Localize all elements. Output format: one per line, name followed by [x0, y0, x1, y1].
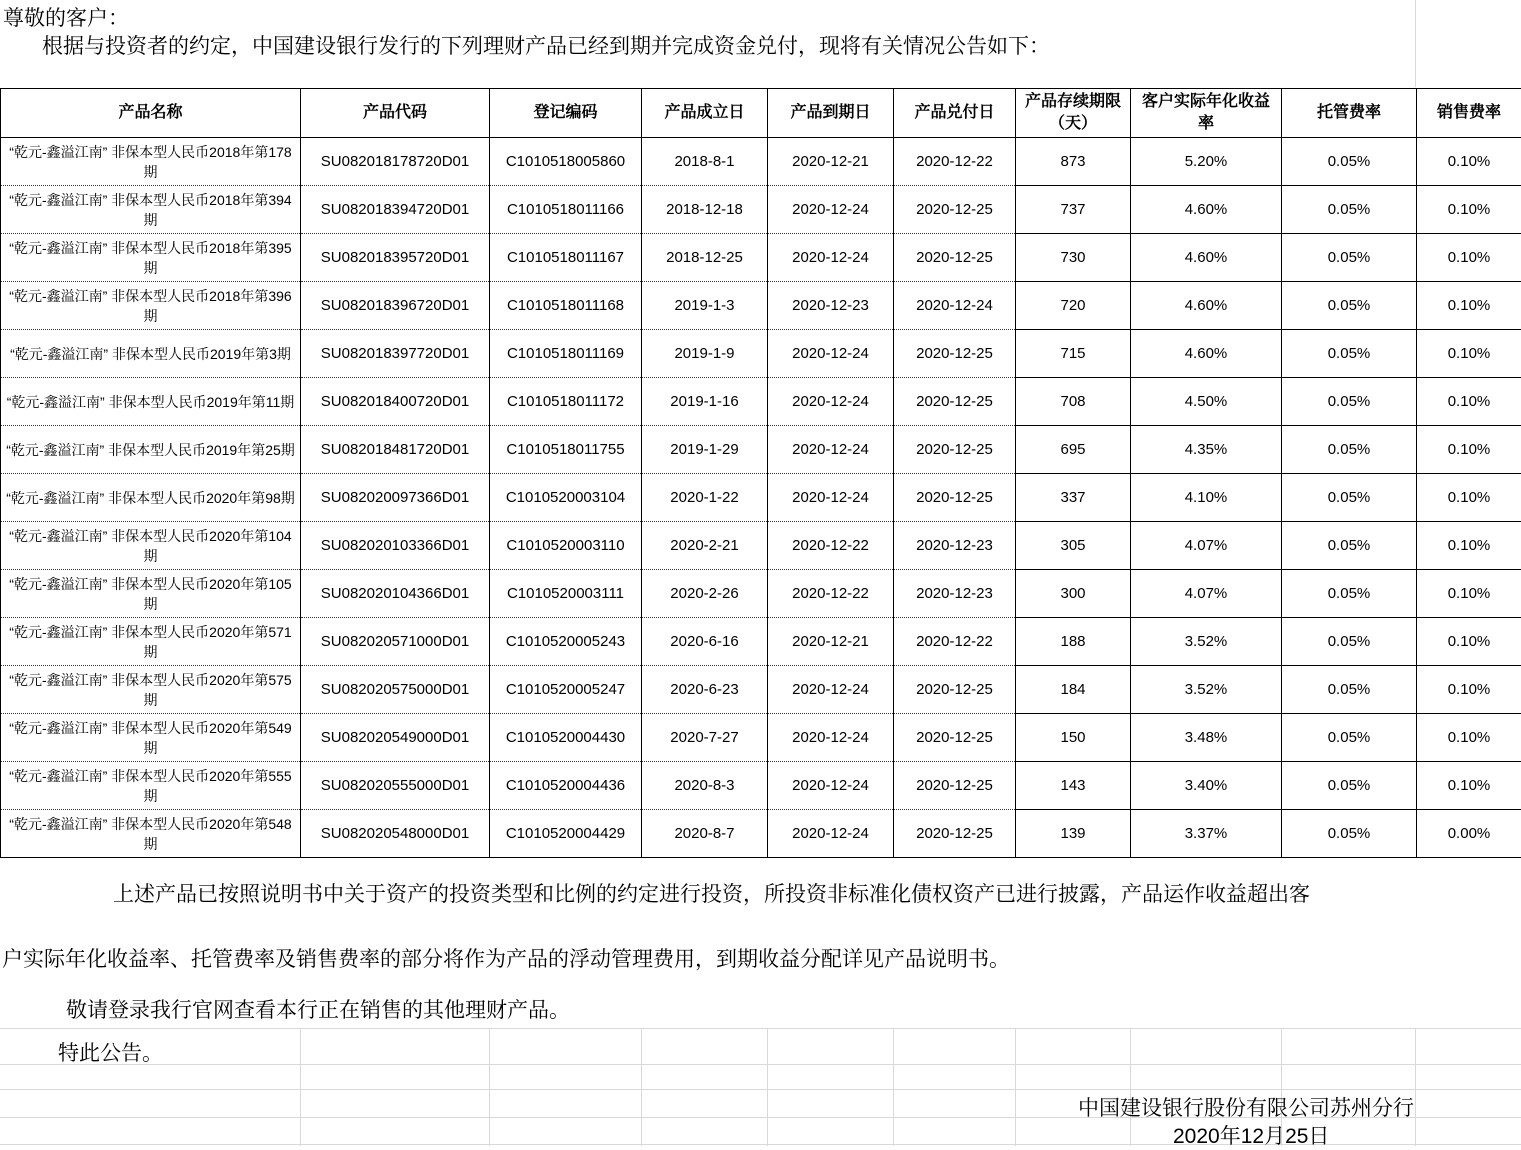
- table-row: [1, 714, 1521, 762]
- table-row: [1, 138, 1521, 186]
- table-cell: 0.10%: [1417, 618, 1521, 666]
- table-cell: 0.10%: [1417, 474, 1521, 522]
- product-table-head-row: [1, 89, 1521, 138]
- table-cell: “乾元-鑫溢江南” 非保本型人民币2020年第548期: [1, 810, 301, 858]
- table-row: [1, 186, 1521, 234]
- table-cell: 2020-2-21: [642, 522, 768, 570]
- table-cell: 2020-12-22: [768, 570, 894, 618]
- table-cell: 3.40%: [1131, 762, 1282, 810]
- table-cell: 0.05%: [1282, 426, 1417, 474]
- table-cell: 337: [1016, 474, 1131, 522]
- table-cell: 2018-8-1: [642, 138, 768, 186]
- table-cell: 0.10%: [1417, 234, 1521, 282]
- table-cell: 2020-12-24: [768, 186, 894, 234]
- table-cell: C1010518011169: [490, 330, 642, 378]
- table-cell: 0.10%: [1417, 522, 1521, 570]
- table-row: [1, 570, 1521, 618]
- table-cell: “乾元-鑫溢江南” 非保本型人民币2018年第178期: [1, 138, 301, 186]
- table-cell: 2018-12-18: [642, 186, 768, 234]
- product-table-header: [1, 89, 1521, 138]
- column-header: 产品成立日: [642, 89, 768, 138]
- intro-paragraph: 根据与投资者的约定，中国建设银行发行的下列理财产品已经到期并完成资金兑付，现将有关情况公告如下：: [42, 30, 1050, 60]
- table-cell: 2020-1-22: [642, 474, 768, 522]
- table-cell: 4.10%: [1131, 474, 1282, 522]
- table-row: [1, 522, 1521, 570]
- table-cell: “乾元-鑫溢江南” 非保本型人民币2020年第105期: [1, 570, 301, 618]
- table-cell: 2020-12-25: [894, 330, 1016, 378]
- table-cell: 2020-12-25: [894, 186, 1016, 234]
- table-cell: 0.05%: [1282, 666, 1417, 714]
- column-header: 产品名称: [1, 89, 301, 138]
- table-cell: 0.05%: [1282, 282, 1417, 330]
- table-cell: C1010520004429: [490, 810, 642, 858]
- product-table-body: [1, 138, 1521, 858]
- table-cell: SU082020548000D01: [301, 810, 490, 858]
- gridline: [0, 1064, 1521, 1065]
- table-cell: “乾元-鑫溢江南” 非保本型人民币2018年第394期: [1, 186, 301, 234]
- table-cell: C1010518011168: [490, 282, 642, 330]
- gridline: [1415, 0, 1416, 87]
- table-cell: “乾元-鑫溢江南” 非保本型人民币2020年第549期: [1, 714, 301, 762]
- table-cell: 2019-1-3: [642, 282, 768, 330]
- table-cell: 2019-1-16: [642, 378, 768, 426]
- table-cell: 2019-1-29: [642, 426, 768, 474]
- announcement-close: 特此公告。: [58, 1037, 163, 1067]
- table-cell: 300: [1016, 570, 1131, 618]
- table-row: [1, 426, 1521, 474]
- table-cell: 2020-12-22: [894, 618, 1016, 666]
- table-cell: 0.05%: [1282, 138, 1417, 186]
- table-row: [1, 666, 1521, 714]
- table-cell: “乾元-鑫溢江南” 非保本型人民币2019年第11期: [1, 378, 301, 426]
- table-cell: SU082018178720D01: [301, 138, 490, 186]
- table-cell: 2020-6-16: [642, 618, 768, 666]
- table-cell: 2020-12-24: [894, 282, 1016, 330]
- table-cell: 0.05%: [1282, 378, 1417, 426]
- table-cell: 0.00%: [1417, 810, 1521, 858]
- table-cell: SU082018396720D01: [301, 282, 490, 330]
- table-cell: 150: [1016, 714, 1131, 762]
- issuer-signature: 中国建设银行股份有限公司苏州分行: [1078, 1092, 1414, 1122]
- table-cell: “乾元-鑫溢江南” 非保本型人民币2018年第396期: [1, 282, 301, 330]
- table-cell: 2020-7-27: [642, 714, 768, 762]
- table-cell: “乾元-鑫溢江南” 非保本型人民币2020年第555期: [1, 762, 301, 810]
- table-cell: “乾元-鑫溢江南” 非保本型人民币2020年第571期: [1, 618, 301, 666]
- table-row: [1, 234, 1521, 282]
- closing-paragraph-line2: 户实际年化收益率、托管费率及销售费率的部分将作为产品的浮动管理费用，到期收益分配详见产品说明书。: [2, 943, 1010, 973]
- table-cell: 2020-2-26: [642, 570, 768, 618]
- table-row: [1, 474, 1521, 522]
- table-cell: 4.35%: [1131, 426, 1282, 474]
- table-cell: SU082018481720D01: [301, 426, 490, 474]
- table-cell: 0.10%: [1417, 378, 1521, 426]
- table-cell: 143: [1016, 762, 1131, 810]
- table-cell: 2020-12-23: [768, 282, 894, 330]
- table-cell: 0.05%: [1282, 330, 1417, 378]
- table-cell: 873: [1016, 138, 1131, 186]
- table-cell: SU082020555000D01: [301, 762, 490, 810]
- table-cell: 188: [1016, 618, 1131, 666]
- table-cell: SU082018400720D01: [301, 378, 490, 426]
- table-cell: SU082020571000D01: [301, 618, 490, 666]
- table-cell: 4.07%: [1131, 522, 1282, 570]
- table-cell: “乾元-鑫溢江南” 非保本型人民币2018年第395期: [1, 234, 301, 282]
- table-cell: 0.10%: [1417, 666, 1521, 714]
- gridline: [300, 1028, 301, 1146]
- table-cell: 2020-12-22: [768, 522, 894, 570]
- table-row: [1, 378, 1521, 426]
- table-cell: 2020-12-24: [768, 810, 894, 858]
- gridline: [1015, 1028, 1016, 1146]
- gridline: [0, 1089, 1521, 1090]
- table-cell: 2020-12-24: [768, 426, 894, 474]
- table-cell: SU082020575000D01: [301, 666, 490, 714]
- table-cell: 2020-12-25: [894, 762, 1016, 810]
- table-cell: C1010520004430: [490, 714, 642, 762]
- issue-date: 2020年12月25日: [1173, 1120, 1329, 1150]
- table-cell: 3.52%: [1131, 618, 1282, 666]
- column-header: 客户实际年化收益率: [1131, 89, 1282, 138]
- table-cell: 2020-12-24: [768, 714, 894, 762]
- table-cell: 0.05%: [1282, 714, 1417, 762]
- table-cell: 0.10%: [1417, 570, 1521, 618]
- gridline: [1415, 1028, 1416, 1146]
- table-cell: 2020-8-7: [642, 810, 768, 858]
- gridline: [893, 1028, 894, 1146]
- table-row: [1, 618, 1521, 666]
- table-cell: “乾元-鑫溢江南” 非保本型人民币2019年第25期: [1, 426, 301, 474]
- table-cell: 2020-6-23: [642, 666, 768, 714]
- table-cell: C1010518011172: [490, 378, 642, 426]
- table-cell: 139: [1016, 810, 1131, 858]
- table-cell: 4.60%: [1131, 330, 1282, 378]
- table-cell: 2020-12-23: [894, 522, 1016, 570]
- table-cell: 4.50%: [1131, 378, 1282, 426]
- table-cell: 2020-12-22: [894, 138, 1016, 186]
- table-cell: 2020-12-25: [894, 426, 1016, 474]
- column-header: 登记编码: [490, 89, 642, 138]
- table-cell: C1010520003104: [490, 474, 642, 522]
- table-cell: 4.60%: [1131, 234, 1282, 282]
- table-cell: 4.60%: [1131, 186, 1282, 234]
- table-cell: 730: [1016, 234, 1131, 282]
- closing-paragraph-line1: 上述产品已按照说明书中关于资产的投资类型和比例的约定进行投资，所投资非标准化债权资产已进行披露，产品运作收益超出客: [113, 878, 1310, 908]
- table-cell: SU082020103366D01: [301, 522, 490, 570]
- table-cell: 4.60%: [1131, 282, 1282, 330]
- table-cell: 0.10%: [1417, 186, 1521, 234]
- table-cell: 3.37%: [1131, 810, 1282, 858]
- table-cell: 0.05%: [1282, 522, 1417, 570]
- table-cell: 0.05%: [1282, 570, 1417, 618]
- table-cell: 715: [1016, 330, 1131, 378]
- table-cell: 3.48%: [1131, 714, 1282, 762]
- table-cell: SU082018394720D01: [301, 186, 490, 234]
- table-cell: SU082020097366D01: [301, 474, 490, 522]
- table-cell: C1010520003110: [490, 522, 642, 570]
- table-cell: 2020-12-23: [894, 570, 1016, 618]
- table-cell: SU082018395720D01: [301, 234, 490, 282]
- table-cell: 5.20%: [1131, 138, 1282, 186]
- table-cell: 695: [1016, 426, 1131, 474]
- website-note: 敬请登录我行官网查看本行正在销售的其他理财产品。: [66, 994, 570, 1024]
- table-cell: 2020-12-25: [894, 714, 1016, 762]
- table-cell: 737: [1016, 186, 1131, 234]
- table-cell: C1010520003111: [490, 570, 642, 618]
- column-header: 销售费率: [1417, 89, 1521, 138]
- table-cell: 2020-12-24: [768, 234, 894, 282]
- table-cell: C1010518011166: [490, 186, 642, 234]
- table-cell: C1010520004436: [490, 762, 642, 810]
- table-cell: 2020-12-21: [768, 138, 894, 186]
- column-header: 产品到期日: [768, 89, 894, 138]
- column-header: 托管费率: [1282, 89, 1417, 138]
- table-cell: 0.10%: [1417, 714, 1521, 762]
- table-cell: 2020-12-24: [768, 666, 894, 714]
- table-cell: 0.10%: [1417, 282, 1521, 330]
- column-header: 产品兑付日: [894, 89, 1016, 138]
- table-cell: 2020-12-25: [894, 234, 1016, 282]
- gridline: [489, 1028, 490, 1146]
- table-cell: 0.05%: [1282, 810, 1417, 858]
- table-cell: 2020-12-24: [768, 330, 894, 378]
- gridline: [0, 1028, 1521, 1029]
- table-cell: 0.05%: [1282, 186, 1417, 234]
- table-cell: SU082018397720D01: [301, 330, 490, 378]
- table-cell: C1010520005243: [490, 618, 642, 666]
- table-cell: C1010518011167: [490, 234, 642, 282]
- table-cell: 2020-12-24: [768, 762, 894, 810]
- table-cell: “乾元-鑫溢江南” 非保本型人民币2020年第98期: [1, 474, 301, 522]
- table-cell: “乾元-鑫溢江南” 非保本型人民币2019年第3期: [1, 330, 301, 378]
- table-cell: 0.10%: [1417, 330, 1521, 378]
- table-cell: 4.07%: [1131, 570, 1282, 618]
- table-row: [1, 810, 1521, 858]
- table-cell: 0.05%: [1282, 762, 1417, 810]
- gridline: [1130, 1028, 1131, 1146]
- salutation: 尊敬的客户：: [3, 2, 129, 32]
- table-cell: SU082020549000D01: [301, 714, 490, 762]
- table-cell: 2020-12-25: [894, 378, 1016, 426]
- table-cell: 2020-12-25: [894, 810, 1016, 858]
- table-row: [1, 330, 1521, 378]
- table-cell: “乾元-鑫溢江南” 非保本型人民币2020年第575期: [1, 666, 301, 714]
- gridline: [641, 1028, 642, 1146]
- table-cell: C1010518005860: [490, 138, 642, 186]
- column-header: 产品存续期限（天）: [1016, 89, 1131, 138]
- table-row: [1, 282, 1521, 330]
- table-cell: 3.52%: [1131, 666, 1282, 714]
- table-cell: 2020-12-25: [894, 666, 1016, 714]
- table-cell: 2020-12-21: [768, 618, 894, 666]
- gridline: [767, 1028, 768, 1146]
- table-cell: 2020-8-3: [642, 762, 768, 810]
- table-cell: 184: [1016, 666, 1131, 714]
- table-row: [1, 762, 1521, 810]
- table-cell: C1010520005247: [490, 666, 642, 714]
- table-cell: 0.10%: [1417, 762, 1521, 810]
- table-cell: SU082020104366D01: [301, 570, 490, 618]
- table-cell: C1010518011755: [490, 426, 642, 474]
- table-cell: 720: [1016, 282, 1131, 330]
- table-cell: 305: [1016, 522, 1131, 570]
- column-header: 产品代码: [301, 89, 490, 138]
- table-cell: 2020-12-24: [768, 378, 894, 426]
- table-cell: 0.10%: [1417, 138, 1521, 186]
- table-cell: 2020-12-25: [894, 474, 1016, 522]
- table-cell: “乾元-鑫溢江南” 非保本型人民币2020年第104期: [1, 522, 301, 570]
- table-cell: 0.05%: [1282, 618, 1417, 666]
- table-cell: 0.05%: [1282, 474, 1417, 522]
- table-cell: 2019-1-9: [642, 330, 768, 378]
- table-cell: 2018-12-25: [642, 234, 768, 282]
- table-cell: 2020-12-24: [768, 474, 894, 522]
- table-cell: 708: [1016, 378, 1131, 426]
- table-cell: 0.05%: [1282, 234, 1417, 282]
- table-cell: 0.10%: [1417, 426, 1521, 474]
- product-table: [0, 88, 1521, 858]
